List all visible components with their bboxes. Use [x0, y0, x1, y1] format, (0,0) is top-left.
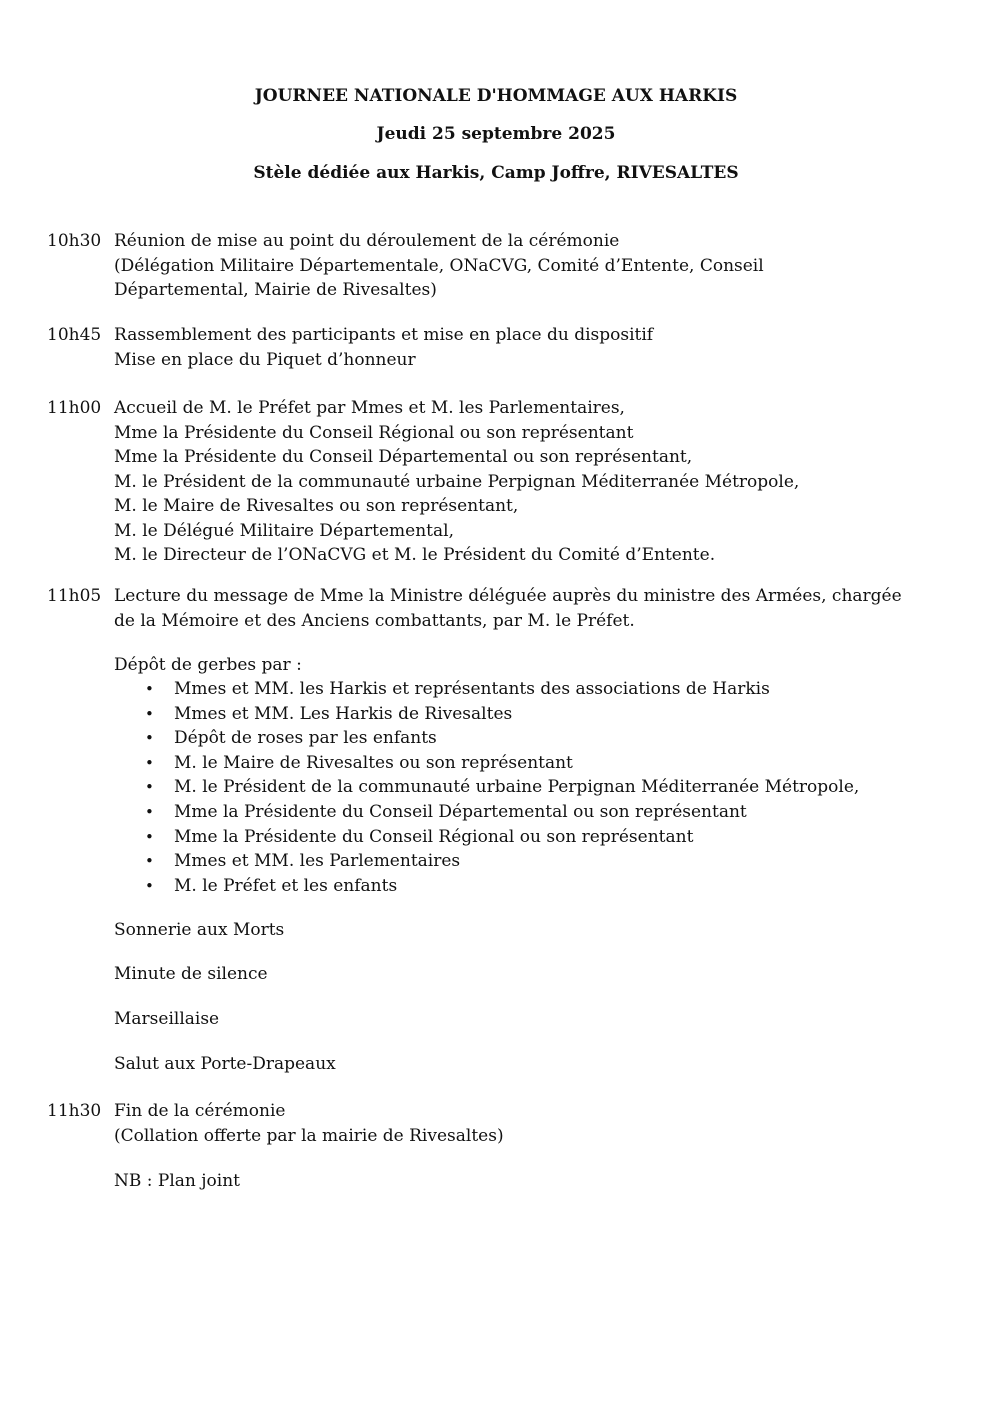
bullet-icon: • [145, 876, 154, 895]
gerbes-item-label: Mmes et MM. Les Harkis de Rivesaltes [174, 703, 513, 724]
gerbes-item-label: M. le Maire de Rivesaltes ou son représentant [174, 752, 573, 773]
bullet-icon: • [145, 680, 154, 698]
bullet-icon: • [145, 704, 154, 723]
schedule-line: Mme la Présidente du Conseil Régional ou son représentant [114, 422, 634, 443]
list-item [114, 677, 914, 702]
list-item [114, 775, 914, 800]
schedule-description [114, 229, 954, 303]
document-place: Stèle dédiée aux Harkis, Camp Joffre, RIVESALTES [253, 163, 739, 183]
bullet-icon: • [145, 802, 154, 821]
list-item [114, 800, 914, 825]
gerbes-list [114, 677, 914, 898]
minute-de-silence: Minute de silence [114, 964, 268, 984]
schedule-time: 11h05 [47, 586, 102, 606]
schedule-line: Départemental, Mairie de Rivesaltes) [114, 280, 437, 300]
schedule-line: Réunion de mise au point du déroulement de la cérémonie [114, 231, 620, 251]
schedule-line: M. le Maire de Rivesaltes ou son représentant, [114, 496, 519, 516]
gerbes-item-label: Mme la Présidente du Conseil Départemental ou son représentant [174, 801, 747, 822]
bullet-icon: • [145, 852, 154, 871]
bullet-icon: • [145, 827, 154, 846]
schedule-description [114, 584, 954, 633]
list-item [114, 702, 914, 727]
bullet-icon: • [145, 778, 154, 797]
gerbes-item-label: Mmes et MM. les Harkis et représentants des associations de Harkis [174, 679, 770, 699]
gerbes-item-label: M. le Préfet et les enfants [174, 875, 398, 896]
document-date: Jeudi 25 septembre 2025 [376, 124, 616, 144]
gerbes-intro: Dépôt de gerbes par : [114, 655, 302, 675]
gerbes-item-label: M. le Président de la communauté urbaine Perpignan Méditerranée Métropole, [174, 777, 860, 798]
list-item [114, 874, 914, 899]
schedule-line: de la Mémoire et des Anciens combattants, par M. le Préfet. [114, 610, 635, 631]
schedule-line: (Collation offerte par la mairie de Rivesaltes) [114, 1125, 504, 1146]
note-plan-joint: NB : Plan joint [114, 1171, 240, 1191]
schedule-line: Rassemblement des participants et mise en place du dispositif [114, 325, 654, 345]
sonnerie-aux-morts: Sonnerie aux Morts [114, 920, 285, 940]
schedule-time: 10h30 [47, 231, 102, 251]
schedule-line: Mme la Présidente du Conseil Départemental ou son représentant, [114, 447, 693, 467]
gerbes-item-label: Mmes et MM. les Parlementaires [174, 851, 461, 872]
schedule-line: M. le Délégué Militaire Départemental, [114, 520, 454, 541]
schedule-time: 11h30 [47, 1101, 102, 1121]
schedule-line: Lecture du message de Mme la Ministre déléguée auprès du ministre des Armées, chargée [114, 586, 902, 606]
schedule-line: Fin de la cérémonie [114, 1101, 286, 1121]
schedule-line: M. le Directeur de l’ONaCVG et M. le Président du Comité d’Entente. [114, 545, 716, 565]
gerbes-item-label: Dépôt de roses par les enfants [174, 728, 437, 749]
schedule-description [114, 323, 954, 372]
schedule-time: 10h45 [47, 325, 102, 345]
schedule-time: 11h00 [47, 398, 102, 418]
schedule-line: M. le Président de la communauté urbaine Perpignan Méditerranée Métropole, [114, 471, 800, 492]
document-title: JOURNEE NATIONALE D'HOMMAGE AUX HARKIS [254, 86, 738, 106]
schedule-line: Accueil de M. le Préfet par Mmes et M. les Parlementaires, [114, 398, 625, 418]
schedule-description [114, 396, 954, 568]
marseillaise: Marseillaise [114, 1009, 220, 1029]
gerbes-item-label: Mme la Présidente du Conseil Régional ou son représentant [174, 826, 694, 847]
bullet-icon: • [145, 753, 154, 772]
list-item [114, 849, 914, 874]
bullet-icon: • [145, 729, 154, 748]
list-item [114, 726, 914, 751]
list-item [114, 751, 914, 776]
schedule-line: Mise en place du Piquet d’honneur [114, 349, 416, 370]
schedule-description [114, 1099, 954, 1148]
schedule-line: (Délégation Militaire Départementale, ONaCVG, Comité d’Entente, Conseil [114, 255, 764, 276]
list-item [114, 825, 914, 850]
salut-porte-drapeaux: Salut aux Porte-Drapeaux [114, 1054, 336, 1074]
